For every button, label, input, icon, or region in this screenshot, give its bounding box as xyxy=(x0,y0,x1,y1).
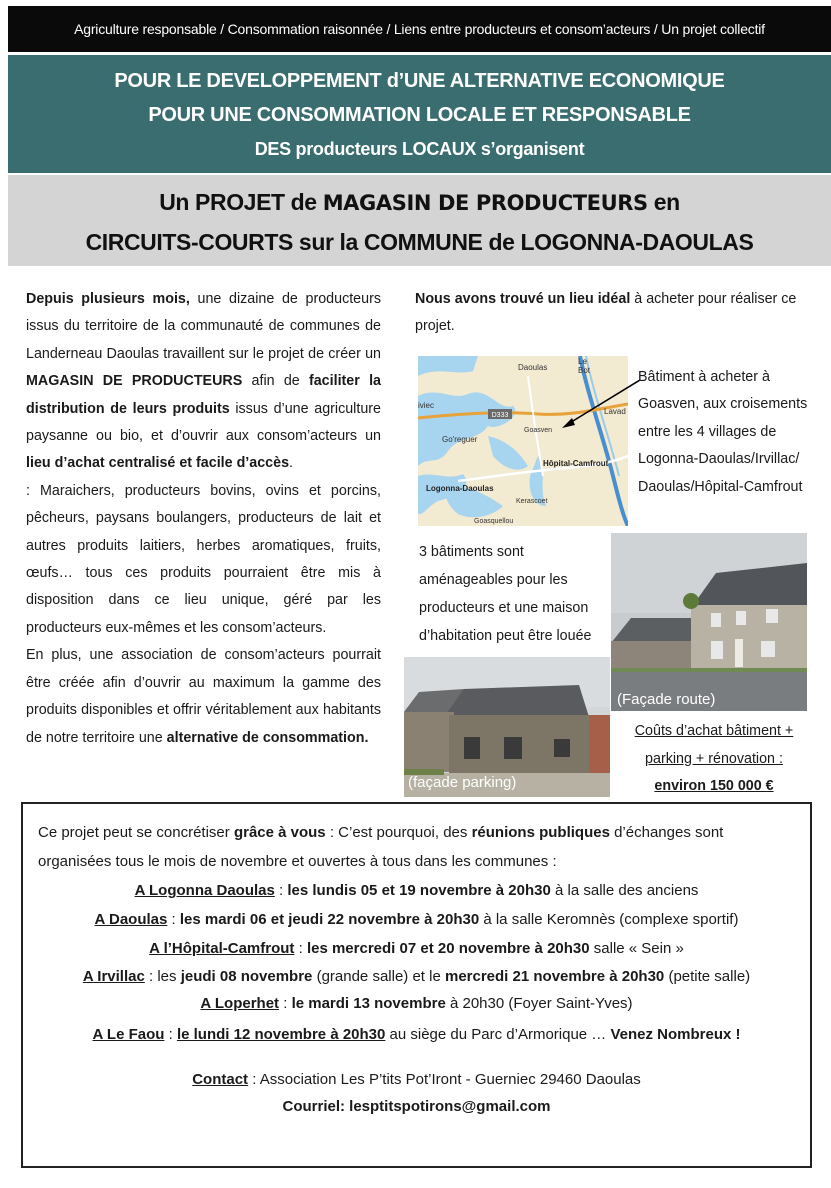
arrow-icon xyxy=(560,378,642,430)
text-run: A Irvillac xyxy=(82,968,145,985)
photo-facade-parking xyxy=(404,657,610,797)
map-label-daoulas: Daoulas xyxy=(518,363,548,372)
cost-value: environ 150 000 € xyxy=(654,778,774,794)
text-run: les mardi 06 et jeudi 22 novembre à 20h30 xyxy=(179,911,480,928)
cost-line-1: Coûts d’achat bâtiment + xyxy=(634,723,794,739)
contact-text: : Association Les P’tits Pot’Iront - Guerniec 29460 Daoulas xyxy=(248,1071,641,1088)
text-run: A Daoulas xyxy=(94,911,168,928)
meeting-line xyxy=(23,963,810,990)
contact-line xyxy=(23,1066,810,1093)
text-run: : xyxy=(167,911,180,928)
text-run: A l’Hôpital-Camfrout xyxy=(149,940,295,957)
text-run: salle « Sein » xyxy=(589,940,684,957)
text-run: En plus, une association de consom’acteurs pourrait être créée afin d’ouvrir au maximum la gamme des produits disponibles et offrir véritablement aux habitants de notre territoire une xyxy=(26,647,381,746)
location-intro-bold: Nous avons trouvé un lieu idéal xyxy=(415,291,631,307)
photo-facade-route xyxy=(611,533,807,711)
text-run: : C’est pourquoi, des xyxy=(325,824,472,841)
title-line-2: CIRCUITS-COURTS sur la COMMUNE de LOGONNA-DAOULAS xyxy=(85,229,754,255)
map-label-road: D333 xyxy=(491,412,509,419)
map-caption: Bâtiment à acheter à Goasven, aux croisements entre les 4 villages de Logonna-Daoulas/Irvillac/ Daoulas/Hôpital-Camfrout xyxy=(638,369,808,495)
text-run: Venez Nombreux ! xyxy=(610,1026,741,1043)
text-run: (grande salle) et le xyxy=(312,968,445,985)
text-run: à la salle Keromnès (complexe sportif) xyxy=(479,911,739,928)
text-run: . xyxy=(289,455,294,472)
tagline-bar xyxy=(8,6,831,52)
tagline-text: Agriculture responsable / Consommation raisonnée / Liens entre producteurs et consom’acteurs / Un projet collectif xyxy=(74,21,765,37)
map-label-bot: Bot xyxy=(578,366,591,375)
description-paragraph-2: : Maraichers, producteurs bovins, ovins et porcins, pêcheurs, paysans boulangers, producteurs de lait et autres produits laitiers, herbes aromatiques, fruits, œufs… tous ces produits pourraient être mis à disposition dans ce lieu unique, géré par les producteurs eux-mêmes et les consom’acteurs. xyxy=(26,482,381,636)
text-run: : xyxy=(274,882,288,899)
text-run: : xyxy=(294,940,307,957)
text-run: à 20h30 (Foyer Saint-Yves) xyxy=(445,995,633,1012)
text-run: : xyxy=(164,1026,177,1043)
text-run: afin de xyxy=(242,373,309,390)
buildings-text: 3 bâtiments sont aménageables pour les producteurs et une maison d’habitation peut être louée xyxy=(419,544,592,644)
text-run: jeudi 08 novembre xyxy=(180,968,313,985)
contact-email: Courriel: lesptitspotirons@gmail.com xyxy=(282,1098,551,1115)
text-run: réunions publiques xyxy=(471,824,610,841)
text-run: MAGASIN DE PRODUCTEURS xyxy=(26,373,243,390)
cost-block xyxy=(626,718,802,801)
map-label-hopital: Hôpital-Camfrout xyxy=(543,459,609,468)
meeting-line xyxy=(23,934,810,963)
meeting-line xyxy=(23,1018,810,1051)
photo-route-label: (Façade route) xyxy=(617,691,716,708)
text-run: lieu d’achat centralisé et facile d’accès xyxy=(26,455,290,472)
map-label-logonna: Logonna-Daoulas xyxy=(426,484,494,493)
text-run: mercredi 21 novembre à 20h30 xyxy=(444,968,665,985)
photo-parking-label: (façade parking) xyxy=(408,774,517,791)
header-line-3: DES producteurs LOCAUX s’organisent xyxy=(254,139,585,159)
text-run: Depuis plusieurs mois, xyxy=(26,291,190,307)
text-run: A Le Faou xyxy=(92,1026,165,1043)
map-label-kerascoet: Kerascoet xyxy=(516,498,548,505)
text-run: au siège du Parc d’Armorique … xyxy=(385,1026,611,1043)
text-run: le lundi 12 novembre à 20h30 xyxy=(176,1026,386,1043)
text-run: les mercredi 07 et 20 novembre à 20h30 xyxy=(306,940,590,957)
meetings-intro xyxy=(38,818,798,876)
text-run: alternative de consommation. xyxy=(166,729,369,746)
description-paragraph-3 xyxy=(26,642,381,752)
contact-block xyxy=(23,1066,810,1120)
cost-line-2: parking + rénovation : xyxy=(645,750,783,767)
title-suffix: en xyxy=(647,189,680,215)
text-run: Ce projet peut se concrétiser xyxy=(38,824,234,841)
title-emphasis: MAGASIN DE PRODUCTEURS xyxy=(322,191,648,215)
contact-label: Contact xyxy=(192,1071,249,1088)
text-run: d’échanges sont organisées tous le mois de novembre et ouvertes à tous dans les communes : xyxy=(38,824,724,870)
meeting-line xyxy=(23,905,810,934)
text-run: issus d’une agriculture paysanne ou bio, et d’ouvrir aux consom’acteurs un xyxy=(26,400,381,445)
text-run: grâce à vous xyxy=(233,824,326,841)
map-label-goasven: Goasven xyxy=(524,427,553,434)
map-label-le: Le xyxy=(578,357,587,366)
header-band xyxy=(8,55,831,173)
header-line-1: POUR LE DEVELOPPEMENT d’UNE ALTERNATIVE ECONOMIQUE xyxy=(114,70,725,92)
text-run: une dizaine de producteurs issus du territoire de la communauté de communes de Landerneau Daoulas travaillent sur le projet de créer un xyxy=(26,291,381,362)
location-intro-rest: à acheter pour réaliser ce projet. xyxy=(415,291,797,335)
building-photo-route xyxy=(611,533,807,711)
header-line-2: POUR UNE CONSOMMATION LOCALE ET RESPONSABLE xyxy=(148,104,691,126)
meetings-box xyxy=(21,802,812,1168)
text-run: à la salle des anciens xyxy=(550,882,699,899)
text-run: faciliter la distribution de leurs produits xyxy=(26,373,381,417)
description-column xyxy=(26,286,381,752)
text-run: : les xyxy=(144,968,181,985)
location-intro xyxy=(415,286,810,341)
text-run: : xyxy=(279,995,292,1012)
text-run: A Loperhet xyxy=(200,995,280,1012)
text-run: le mardi 13 novembre xyxy=(291,995,446,1012)
meeting-line xyxy=(23,876,810,905)
description-paragraph-1 xyxy=(26,286,381,478)
title-prefix: Un PROJET de xyxy=(159,189,323,215)
title-band xyxy=(8,175,831,266)
map-label-goreguer: Go'reguer xyxy=(442,435,478,444)
map-label-iviec: iviec xyxy=(418,401,435,410)
meetings-list xyxy=(23,876,810,1051)
building-photo-parking xyxy=(404,657,610,797)
meeting-line xyxy=(23,990,810,1018)
text-run: A Logonna Daoulas xyxy=(134,882,275,899)
title-line-1 xyxy=(8,183,831,223)
text-run: les lundis 05 et 19 novembre à 20h30 xyxy=(287,882,551,899)
map-label-goasquellou: Goasquellou xyxy=(474,518,514,525)
text-run: (petite salle) xyxy=(664,968,751,985)
map-label-lavad: Lavad xyxy=(604,407,626,416)
